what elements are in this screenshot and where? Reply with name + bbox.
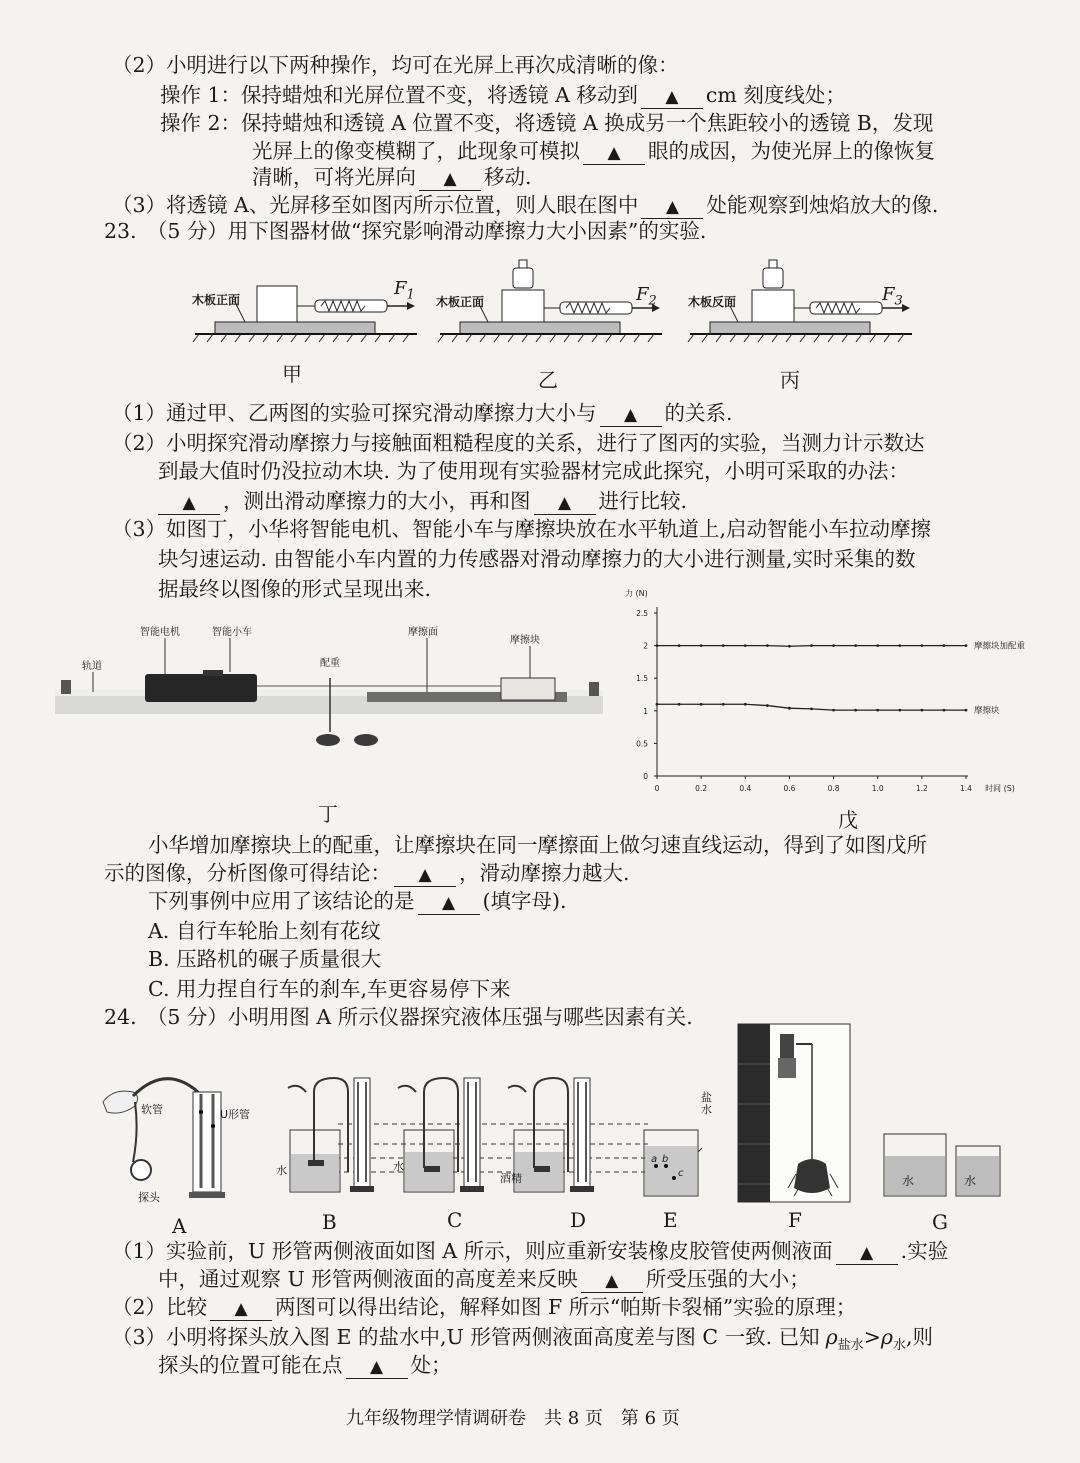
- fig-caption-d: D: [570, 1208, 587, 1232]
- data-point: [656, 644, 659, 647]
- data-point: [898, 644, 901, 647]
- q22-part2: （2）小明进行以下两种操作，均可在光屏上再次成清晰的像：: [112, 53, 679, 77]
- y-tick-label: 1.5: [636, 674, 648, 684]
- data-point: [744, 703, 747, 706]
- fig-ding-surface-label: 摩擦面: [408, 627, 438, 638]
- fig-yi-force: $F_2$: [636, 284, 657, 309]
- q23-part3: （3）如图丁，小华将智能电机、智能小车与摩擦块放在水平轨道上,启动智能小车拉动摩擦: [112, 517, 932, 541]
- fig-yi-surface: 木板正面: [436, 295, 485, 309]
- fig-a-probe-label: 探头: [138, 1191, 160, 1204]
- q22-op2-line2: 光屏上的像变模糊了，此现象可模拟 ▲ 眼的成因，为使光屏上的像恢复: [252, 139, 935, 163]
- y-axis-label: 力 (N): [625, 589, 648, 598]
- answer-blank[interactable]: ▲: [418, 890, 480, 915]
- fig-c-water-label: 水: [393, 1160, 404, 1173]
- fig-a-soft-tube-label: 软管: [141, 1103, 163, 1116]
- data-point: [766, 704, 769, 707]
- fig-ding-weight-label: 配重: [320, 658, 340, 669]
- fig-ding-track-label: 轨道: [82, 661, 102, 672]
- fig-e-point-c: c: [678, 1168, 684, 1179]
- fig-yi-caption: 乙: [538, 368, 558, 392]
- data-point: [943, 709, 946, 712]
- q24-part2: （2）比较 ▲ 两图可以得出结论，解释如图 F 所示“帕斯卡裂桶”实验的原理；: [112, 1295, 857, 1319]
- page-footer: 九年级物理学情调研卷 共 8 页 第 6 页: [346, 1408, 680, 1429]
- data-point: [876, 644, 879, 647]
- x-tick-label: 1.0: [871, 784, 884, 793]
- data-point: [678, 644, 681, 647]
- fig-ding-caption: 丁: [318, 802, 338, 826]
- fig-caption-e: E: [663, 1208, 678, 1232]
- answer-blank[interactable]: ▲: [419, 166, 481, 191]
- fig-d-alcohol-label: 酒精: [500, 1172, 522, 1185]
- fig-g-containers: [880, 1130, 1010, 1200]
- x-tick-label: 0.8: [827, 784, 840, 793]
- x-axis-label: 时间 (S): [985, 784, 1015, 793]
- y-tick-label: 1: [643, 706, 648, 716]
- fig-e-point-b: b: [662, 1154, 669, 1165]
- q23-option-a: A. 自行车轮胎上刻有花纹: [148, 919, 381, 943]
- data-point: [854, 709, 857, 712]
- fig-bcd-experiments: [268, 1072, 658, 1202]
- data-point: [744, 644, 747, 647]
- fig-caption-b: B: [322, 1210, 337, 1234]
- data-point: [920, 709, 923, 712]
- data-point: [700, 703, 703, 706]
- fig-bing-force: $F_3$: [882, 284, 903, 309]
- x-tick-label: 1.2: [915, 784, 928, 793]
- fig-caption-c: C: [447, 1208, 463, 1232]
- data-point: [876, 709, 879, 712]
- answer-blank[interactable]: ▲: [210, 1296, 272, 1321]
- data-point: [678, 703, 681, 706]
- fig-jia-surface: 木板正面: [192, 293, 241, 307]
- data-point: [656, 703, 659, 706]
- data-point: [700, 644, 703, 647]
- data-point: [943, 644, 946, 647]
- data-point: [965, 709, 968, 712]
- q23-part1: （1）通过甲、乙两图的实验可探究滑动摩擦力大小与 ▲ 的关系.: [112, 401, 733, 425]
- answer-blank[interactable]: ▲: [836, 1240, 898, 1265]
- data-point: [788, 707, 791, 710]
- fig-jia-force: $F_1$: [394, 278, 415, 303]
- answer-blank[interactable]: ▲: [583, 140, 645, 165]
- q23-part3-line2: 块匀速运动. 由智能小车内置的力传感器对滑动摩擦力的大小进行测量,实时采集的数: [158, 547, 916, 571]
- data-point: [766, 644, 769, 647]
- fig-wu-caption: 戊: [838, 808, 858, 832]
- y-tick-label: 0: [643, 772, 648, 781]
- data-point: [854, 644, 857, 647]
- x-tick-label: 0: [654, 784, 660, 793]
- data-point: [788, 645, 791, 648]
- fig-caption-f: F: [788, 1208, 802, 1232]
- x-tick-label: 0.2: [695, 784, 708, 793]
- q22-part3: （3）将透镜 A、光屏移至如图丙所示位置，则人眼在图中 ▲ 处能观察到烛焰放大的像.: [112, 193, 939, 217]
- answer-blank[interactable]: ▲: [641, 194, 703, 219]
- q22-op2-line3: 清晰，可将光屏向 ▲ 移动.: [252, 165, 532, 189]
- q23-option-b: B. 压路机的碾子质量很大: [148, 947, 382, 971]
- data-point: [920, 644, 923, 647]
- series-label-0: 摩擦块加配重: [974, 641, 1026, 652]
- fig-a-manometer: [95, 1072, 235, 1202]
- q22-op2: 操作 2：保持蜡烛和透镜 A 位置不变，将透镜 A 换成另一个焦距较小的透镜 B，发现: [160, 111, 934, 135]
- data-point: [898, 709, 901, 712]
- q24-part3-line2: 探头的位置可能在点 ▲ 处；: [158, 1353, 452, 1377]
- answer-blank[interactable]: ▲: [581, 1268, 643, 1293]
- q23-part3-line5: 示的图像，分析图像可得结论： ▲ ，滑动摩擦力越大.: [104, 861, 630, 885]
- data-point: [722, 703, 725, 706]
- y-tick-label: 2: [643, 641, 648, 651]
- fig-bing-surface: 木板反面: [688, 295, 737, 309]
- fig-caption-a: A: [172, 1214, 187, 1238]
- q23-part3-line4: 小华增加摩擦块上的配重，让摩擦块在同一摩擦面上做匀速直线运动，得到了如图戊所: [148, 833, 927, 857]
- data-point: [832, 709, 835, 712]
- q23-part2-line2: 到最大值时仍没拉动木块. 为了使用现有实验器材完成此探究，小明可采取的办法：: [158, 459, 910, 483]
- fig-g-water-label-left: 水: [902, 1174, 915, 1188]
- q23-part3-line6: 下列事例中应用了该结论的是 ▲ (填字母).: [148, 889, 567, 913]
- q24-title: 24. （5 分）小明用图 A 所示仪器探究液体压强与哪些因素有关.: [104, 1005, 693, 1029]
- data-point: [832, 644, 835, 647]
- fig-b-water-label: 水: [276, 1164, 287, 1177]
- y-tick-label: 2.5: [636, 609, 648, 618]
- answer-blank[interactable]: ▲: [394, 862, 456, 887]
- x-tick-label: 0.6: [783, 784, 796, 793]
- data-point: [722, 644, 725, 647]
- q23-option-c: C. 用力捏自行车的刹车,车更容易停下来: [148, 977, 511, 1001]
- q24-part1-line2: 中，通过观察 U 形管两侧液面的高度差来反映 ▲ 所受压强的大小；: [158, 1267, 810, 1291]
- q23-title: 23. （5 分）用下图器材做“探究影响滑动摩擦力大小因素”的实验.: [104, 219, 707, 243]
- y-tick-label: 0.5: [636, 739, 648, 749]
- q23-part2: （2）小明探究滑动摩擦力与接触面粗糙程度的关系，进行了图丙的实验，当测力计示数达: [112, 431, 925, 455]
- answer-blank[interactable]: ▲: [158, 490, 220, 515]
- fig-a-u-tube-label: U形管: [220, 1108, 251, 1121]
- answer-blank[interactable]: ▲: [641, 84, 703, 109]
- series-label-1: 摩擦块: [974, 706, 1000, 717]
- fig-bing-caption: 丙: [780, 368, 800, 392]
- fig-wu-chart: [600, 585, 1060, 800]
- q23-part3-line3: 据最终以图像的形式呈现出来.: [158, 577, 432, 601]
- fig-e-point-a: a: [651, 1154, 658, 1165]
- fig-g-water-label-right: 水: [964, 1174, 977, 1188]
- answer-blank[interactable]: ▲: [346, 1354, 408, 1379]
- answer-blank[interactable]: ▲: [600, 402, 662, 427]
- q24-part1: （1）实验前，U 形管两侧液面如图 A 所示，则应重新安装橡皮胶管使两侧液面 ▲ .实验: [112, 1239, 949, 1263]
- x-tick-label: 0.4: [739, 784, 752, 793]
- fig-jia-caption: 甲: [282, 362, 302, 386]
- fig-ding-block-label: 摩擦块: [510, 635, 540, 646]
- fig-caption-g: G: [932, 1210, 948, 1234]
- data-point: [965, 644, 968, 647]
- q22-op1: 操作 1：保持蜡烛和光屏位置不变，将透镜 A 移动到 ▲ cm 刻度线处；: [160, 83, 846, 107]
- x-tick-label: 1.4: [960, 784, 972, 793]
- q24-part3: （3）小明将探头放入图 E 的盐水中,U 形管两侧液面高度差与图 C 一致. 已知 $\rho_{盐水}>\rho_水$,则: [112, 1325, 933, 1354]
- fig-ding-car-label: 智能小车: [212, 627, 252, 638]
- fig-ding-motor-label: 智能电机: [140, 627, 180, 638]
- q23-part2-line3: ▲ ，测出滑动摩擦力的大小，再和图 ▲ 进行比较.: [158, 488, 687, 515]
- data-point: [810, 707, 813, 710]
- data-point: [810, 644, 813, 647]
- answer-blank[interactable]: ▲: [534, 490, 596, 515]
- fig-f-pascal-barrel: [738, 1024, 850, 1204]
- fig-e-brine-label: 盐水: [701, 1091, 712, 1116]
